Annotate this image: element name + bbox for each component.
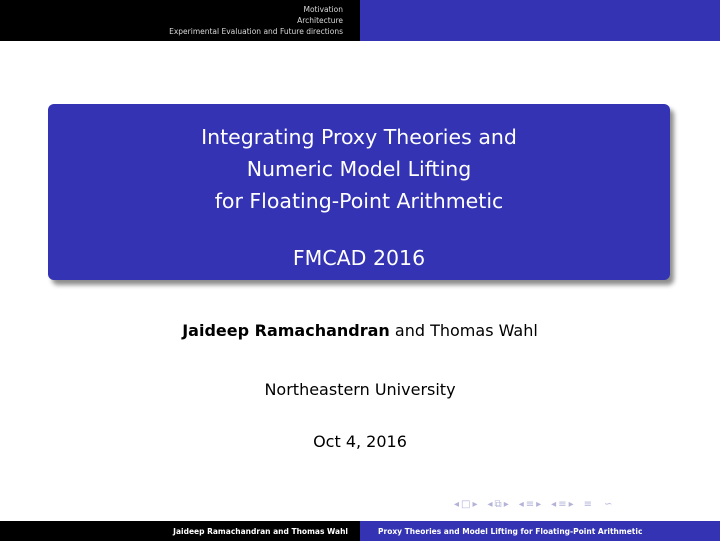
conference-name: FMCAD 2016 (292, 246, 426, 270)
title-line-1: Integrating Proxy Theories and (201, 125, 517, 149)
nav-appendix-icon[interactable]: ≡ (583, 498, 593, 510)
primary-author: Jaideep Ramachandran (182, 321, 390, 340)
nav-section-group[interactable] (519, 499, 541, 510)
nav-section-icon[interactable]: ≡ (525, 498, 535, 510)
nav-subsection-icon[interactable]: ⧉ (494, 498, 502, 510)
section-link-evaluation[interactable]: Experimental Evaluation and Future directions (169, 27, 343, 36)
section-link-motivation[interactable]: Motivation (303, 5, 343, 14)
footer-bar (0, 521, 720, 541)
slide-title (48, 121, 670, 217)
presentation-date: Oct 4, 2016 (313, 432, 407, 451)
nav-frame-group[interactable] (454, 499, 478, 510)
nav-right-arrow-icon[interactable]: ▸ (472, 498, 478, 510)
title-line-3: for Floating-Point Arithmetic (214, 189, 504, 213)
secondary-author: Thomas Wahl (430, 321, 538, 340)
nav-subsection-group[interactable] (488, 499, 509, 510)
beamer-navigation-symbols (454, 497, 612, 511)
nav-right-arrow-icon[interactable]: ▸ (503, 498, 509, 510)
nav-right-arrow-icon[interactable]: ▸ (536, 498, 542, 510)
affiliation: Northeastern University (264, 380, 456, 399)
nav-right-arrow-icon[interactable]: ▸ (568, 498, 574, 510)
nav-document-group[interactable] (551, 499, 573, 510)
nav-left-arrow-icon[interactable]: ◂ (518, 498, 524, 510)
nav-left-arrow-icon[interactable]: ◂ (487, 498, 493, 510)
author-connector: and (394, 321, 425, 340)
header-bar (0, 0, 720, 41)
section-navigation (0, 0, 360, 41)
title-line-2: Numeric Model Lifting (246, 157, 472, 181)
footer-short-title: Proxy Theories and Model Lifting for Floating-Point Arithmetic (360, 521, 720, 541)
header-accent-box (360, 0, 720, 41)
nav-left-arrow-icon[interactable]: ◂ (551, 498, 557, 510)
nav-left-arrow-icon[interactable]: ◂ (454, 498, 460, 510)
nav-frame-icon[interactable]: □ (461, 498, 471, 510)
author-line (0, 321, 720, 340)
footer-authors: Jaideep Ramachandran and Thomas Wahl (0, 521, 360, 541)
section-link-architecture[interactable]: Architecture (297, 16, 343, 25)
nav-search-icon[interactable]: ∽ (604, 498, 613, 510)
nav-document-icon[interactable]: ≡ (558, 498, 567, 510)
title-block (48, 104, 670, 280)
